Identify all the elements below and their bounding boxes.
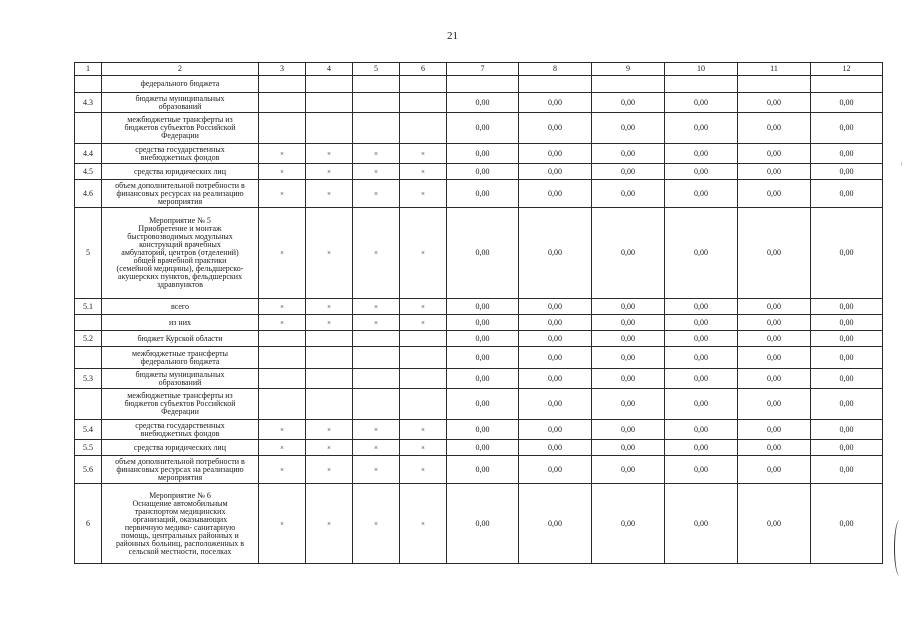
value-cell: 0,00 (592, 369, 665, 389)
mark-cell: × (306, 484, 353, 564)
mark-cell: × (306, 456, 353, 484)
mark-cell (306, 93, 353, 113)
value-cell: 0,00 (592, 484, 665, 564)
row-number (75, 315, 102, 331)
mark-cell (353, 347, 400, 369)
value-cell (665, 76, 738, 93)
value-cell: 0,00 (665, 144, 738, 164)
value-cell: 0,00 (811, 484, 883, 564)
value-cell: 0,00 (665, 208, 738, 299)
value-cell: 0,00 (665, 389, 738, 420)
row-description: бюджеты муниципальных образований (102, 93, 259, 113)
value-cell: 0,00 (665, 484, 738, 564)
value-cell: 0,00 (592, 93, 665, 113)
mark-cell (353, 93, 400, 113)
mark-cell: × (400, 456, 447, 484)
mark-cell: × (259, 144, 306, 164)
value-cell: 0,00 (738, 299, 811, 315)
row-number (75, 347, 102, 369)
value-cell: 0,00 (519, 299, 592, 315)
row-description: Мероприятие № 6 Оснащение автомобильным транспортом медицинских организаций, оказывающих первичную медико- санитарную помощь, центральных районных и районных больниц, расположенных в сельской местности, поселках (102, 484, 259, 564)
value-cell: 0,00 (811, 164, 883, 180)
mark-cell (353, 331, 400, 347)
value-cell: 0,00 (519, 456, 592, 484)
value-cell: 0,00 (811, 347, 883, 369)
mark-cell: × (306, 164, 353, 180)
row-number: 5.2 (75, 331, 102, 347)
value-cell: 0,00 (811, 299, 883, 315)
row-description: объем дополнительной потребности в финансовых ресурсах на реализацию мероприятия (102, 180, 259, 208)
value-cell: 0,00 (519, 180, 592, 208)
header-cell: 7 (447, 63, 519, 76)
header-cell: 11 (738, 63, 811, 76)
header-cell: 6 (400, 63, 447, 76)
value-cell: 0,00 (665, 299, 738, 315)
mark-cell: × (400, 208, 447, 299)
table-row (75, 331, 883, 347)
row-description: бюджеты муниципальных образований (102, 369, 259, 389)
value-cell: 0,00 (738, 93, 811, 113)
row-number (75, 76, 102, 93)
value-cell: 0,00 (738, 484, 811, 564)
mark-cell (259, 331, 306, 347)
value-cell: 0,00 (447, 484, 519, 564)
value-cell: 0,00 (665, 93, 738, 113)
value-cell: 0,00 (738, 456, 811, 484)
value-cell: 0,00 (738, 389, 811, 420)
value-cell: 0,00 (519, 420, 592, 440)
value-cell: 0,00 (592, 420, 665, 440)
table-row (75, 299, 883, 315)
value-cell: 0,00 (738, 347, 811, 369)
table-row (75, 208, 883, 299)
mark-cell: × (259, 180, 306, 208)
mark-cell: × (259, 420, 306, 440)
value-cell: 0,00 (811, 389, 883, 420)
mark-cell: × (353, 164, 400, 180)
row-description: всего (102, 299, 259, 315)
header-cell: 1 (75, 63, 102, 76)
value-cell: 0,00 (447, 456, 519, 484)
value-cell: 0,00 (738, 208, 811, 299)
edge-mark: ⁱ (901, 160, 903, 170)
value-cell: 0,00 (519, 93, 592, 113)
value-cell: 0,00 (447, 299, 519, 315)
mark-cell (400, 389, 447, 420)
value-cell: 0,00 (447, 113, 519, 144)
value-cell: 0,00 (447, 315, 519, 331)
row-number: 4.6 (75, 180, 102, 208)
value-cell: 0,00 (665, 113, 738, 144)
mark-cell: × (259, 208, 306, 299)
mark-cell: × (353, 299, 400, 315)
mark-cell (306, 347, 353, 369)
value-cell: 0,00 (592, 180, 665, 208)
value-cell: 0,00 (592, 315, 665, 331)
value-cell: 0,00 (447, 180, 519, 208)
mark-cell (400, 113, 447, 144)
value-cell: 0,00 (447, 208, 519, 299)
mark-cell: × (353, 180, 400, 208)
row-description: объем дополнительной потребности в финансовых ресурсах на реализацию мероприятия (102, 456, 259, 484)
value-cell: 0,00 (738, 113, 811, 144)
mark-cell: × (259, 164, 306, 180)
mark-cell (259, 93, 306, 113)
mark-cell (259, 389, 306, 420)
value-cell: 0,00 (665, 164, 738, 180)
header-cell: 4 (306, 63, 353, 76)
mark-cell (400, 347, 447, 369)
value-cell: 0,00 (519, 164, 592, 180)
mark-cell (306, 369, 353, 389)
table-row (75, 369, 883, 389)
table-row (75, 456, 883, 484)
value-cell: 0,00 (665, 331, 738, 347)
value-cell: 0,00 (519, 347, 592, 369)
value-cell: 0,00 (519, 144, 592, 164)
value-cell: 0,00 (665, 369, 738, 389)
value-cell (738, 76, 811, 93)
row-number: 5.5 (75, 440, 102, 456)
table-row (75, 440, 883, 456)
row-description: средства государственных внебюджетных фондов (102, 144, 259, 164)
row-number: 5.3 (75, 369, 102, 389)
value-cell: 0,00 (519, 440, 592, 456)
mark-cell (353, 389, 400, 420)
value-cell: 0,00 (811, 420, 883, 440)
mark-cell: × (400, 484, 447, 564)
mark-cell: × (306, 144, 353, 164)
value-cell: 0,00 (738, 440, 811, 456)
value-cell: 0,00 (519, 389, 592, 420)
mark-cell: × (400, 144, 447, 164)
value-cell: 0,00 (519, 369, 592, 389)
header-cell: 2 (102, 63, 259, 76)
mark-cell (259, 369, 306, 389)
value-cell: 0,00 (592, 331, 665, 347)
table-row (75, 420, 883, 440)
row-description: бюджет Курской области (102, 331, 259, 347)
header-cell: 8 (519, 63, 592, 76)
value-cell: 0,00 (592, 456, 665, 484)
value-cell: 0,00 (738, 331, 811, 347)
mark-cell (259, 76, 306, 93)
row-number: 5.1 (75, 299, 102, 315)
value-cell: 0,00 (447, 389, 519, 420)
value-cell: 0,00 (665, 456, 738, 484)
mark-cell: × (353, 208, 400, 299)
value-cell: 0,00 (592, 164, 665, 180)
value-cell: 0,00 (592, 347, 665, 369)
value-cell: 0,00 (811, 315, 883, 331)
header-cell: 9 (592, 63, 665, 76)
value-cell: 0,00 (519, 484, 592, 564)
value-cell (519, 76, 592, 93)
row-number: 5.4 (75, 420, 102, 440)
row-number: 6 (75, 484, 102, 564)
row-description: средства юридических лиц (102, 164, 259, 180)
value-cell: 0,00 (447, 164, 519, 180)
mark-cell: × (259, 484, 306, 564)
page-number: 21 (447, 30, 458, 42)
value-cell: 0,00 (738, 420, 811, 440)
row-number (75, 113, 102, 144)
value-cell: 0,00 (519, 315, 592, 331)
table-row (75, 93, 883, 113)
value-cell: 0,00 (447, 420, 519, 440)
mark-cell: × (353, 420, 400, 440)
table-row (75, 164, 883, 180)
value-cell: 0,00 (447, 347, 519, 369)
header-cell: 3 (259, 63, 306, 76)
table-row (75, 315, 883, 331)
value-cell: 0,00 (665, 347, 738, 369)
value-cell: 0,00 (592, 299, 665, 315)
mark-cell (400, 331, 447, 347)
header-cell: 10 (665, 63, 738, 76)
value-cell: 0,00 (665, 440, 738, 456)
row-number: 4.5 (75, 164, 102, 180)
value-cell: 0,00 (811, 456, 883, 484)
value-cell: 0,00 (738, 164, 811, 180)
row-description: межбюджетные трансферты из бюджетов субъектов Российской Федерации (102, 113, 259, 144)
mark-cell: × (259, 315, 306, 331)
value-cell: 0,00 (519, 113, 592, 144)
table-row (75, 113, 883, 144)
table-row (75, 144, 883, 164)
value-cell: 0,00 (592, 389, 665, 420)
mark-cell (306, 331, 353, 347)
value-cell: 0,00 (665, 315, 738, 331)
mark-cell: × (306, 440, 353, 456)
mark-cell: × (259, 440, 306, 456)
mark-cell: × (353, 456, 400, 484)
value-cell: 0,00 (447, 144, 519, 164)
value-cell: 0,00 (811, 369, 883, 389)
mark-cell (306, 389, 353, 420)
value-cell: 0,00 (447, 440, 519, 456)
table-row (75, 347, 883, 369)
value-cell: 0,00 (738, 369, 811, 389)
mark-cell (400, 93, 447, 113)
row-number: 4.3 (75, 93, 102, 113)
mark-cell: × (353, 315, 400, 331)
value-cell: 0,00 (592, 208, 665, 299)
table-row (75, 484, 883, 564)
mark-cell (400, 76, 447, 93)
row-description: средства государственных внебюджетных фондов (102, 420, 259, 440)
value-cell: 0,00 (447, 331, 519, 347)
value-cell: 0,00 (811, 440, 883, 456)
mark-cell (353, 369, 400, 389)
value-cell: 0,00 (811, 331, 883, 347)
value-cell: 0,00 (592, 113, 665, 144)
mark-cell (353, 113, 400, 144)
value-cell: 0,00 (811, 144, 883, 164)
mark-cell: × (306, 420, 353, 440)
mark-cell: × (353, 484, 400, 564)
table-header-row (75, 63, 883, 76)
value-cell (447, 76, 519, 93)
value-cell: 0,00 (738, 144, 811, 164)
value-cell: 0,00 (447, 93, 519, 113)
row-number: 4.4 (75, 144, 102, 164)
value-cell: 0,00 (519, 331, 592, 347)
table-row (75, 389, 883, 420)
value-cell: 0,00 (811, 113, 883, 144)
mark-cell (259, 347, 306, 369)
mark-cell: × (259, 299, 306, 315)
mark-cell: × (353, 440, 400, 456)
row-description: межбюджетные трансферты федерального бюджета (102, 347, 259, 369)
mark-cell (353, 76, 400, 93)
mark-cell: × (400, 180, 447, 208)
value-cell: 0,00 (738, 315, 811, 331)
page-edge-bracket (894, 520, 905, 576)
value-cell: 0,00 (665, 420, 738, 440)
row-description: из них (102, 315, 259, 331)
mark-cell: × (400, 440, 447, 456)
mark-cell (306, 113, 353, 144)
value-cell: 0,00 (447, 369, 519, 389)
row-description: Мероприятие № 5 Приобретение и монтаж быстровозводимых модульных конструкций врачебных амбулаторий, центров (отделений) общей врачебной практики (семейной медицины), фельдшерско- акушерских пунктов, фельдшерских здравпунктов (102, 208, 259, 299)
funding-table (74, 62, 883, 564)
mark-cell: × (259, 456, 306, 484)
row-description: средства юридических лиц (102, 440, 259, 456)
row-number (75, 389, 102, 420)
mark-cell (306, 76, 353, 93)
mark-cell: × (400, 420, 447, 440)
mark-cell: × (353, 144, 400, 164)
table-row (75, 76, 883, 93)
value-cell: 0,00 (592, 440, 665, 456)
value-cell: 0,00 (592, 144, 665, 164)
row-description: федерального бюджета (102, 76, 259, 93)
row-number: 5.6 (75, 456, 102, 484)
mark-cell: × (306, 299, 353, 315)
header-cell: 12 (811, 63, 883, 76)
mark-cell: × (306, 180, 353, 208)
table-body (75, 63, 883, 564)
row-description: межбюджетные трансферты из бюджетов субъектов Российской Федерации (102, 389, 259, 420)
header-cell: 5 (353, 63, 400, 76)
mark-cell: × (400, 299, 447, 315)
value-cell (592, 76, 665, 93)
mark-cell: × (306, 315, 353, 331)
mark-cell (259, 113, 306, 144)
value-cell: 0,00 (738, 180, 811, 208)
value-cell: 0,00 (811, 93, 883, 113)
mark-cell: × (400, 164, 447, 180)
value-cell (811, 76, 883, 93)
row-number: 5 (75, 208, 102, 299)
mark-cell: × (306, 208, 353, 299)
table-row (75, 180, 883, 208)
mark-cell: × (400, 315, 447, 331)
mark-cell (400, 369, 447, 389)
value-cell: 0,00 (811, 180, 883, 208)
value-cell: 0,00 (665, 180, 738, 208)
value-cell: 0,00 (811, 208, 883, 299)
value-cell: 0,00 (519, 208, 592, 299)
